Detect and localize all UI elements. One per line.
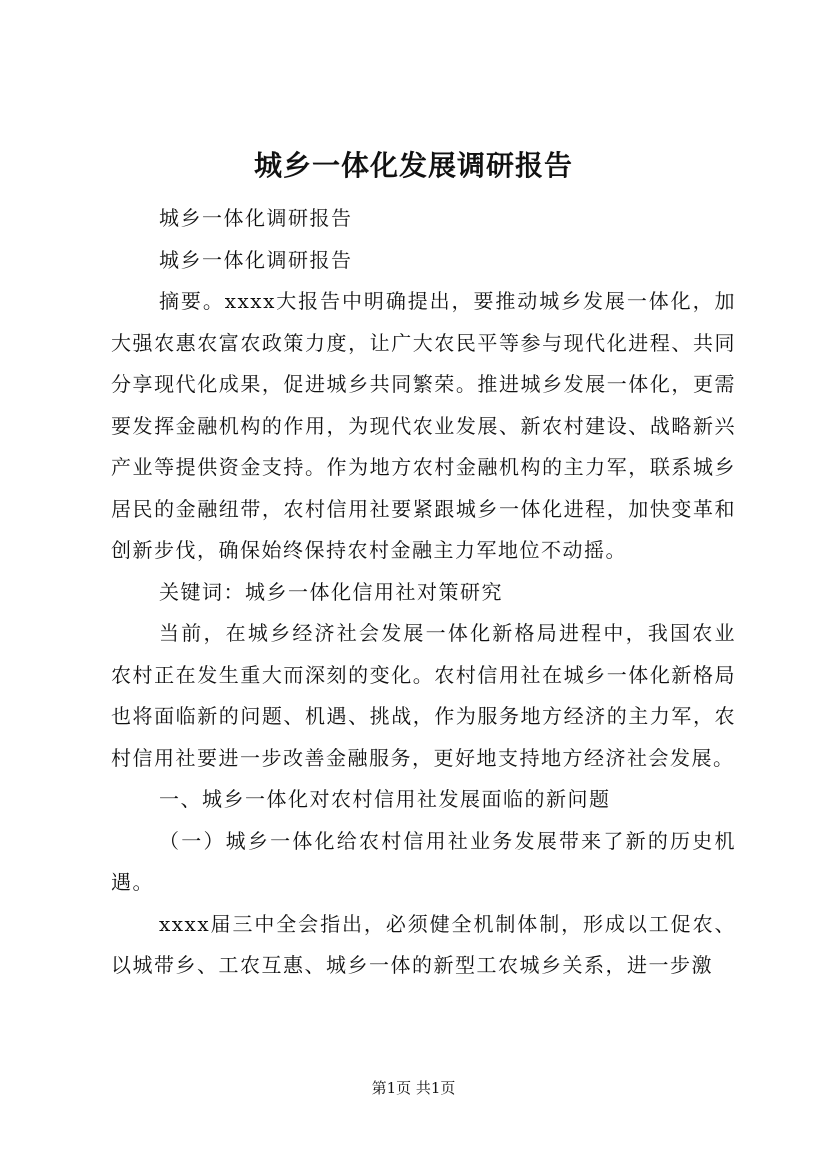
body-paragraph: 当前，在城乡经济社会发展一体化新格局进程中，我国农业农村正在发生重大而深刻的变化。农村信用社在城乡一体化新格局也将面临新的问题、机遇、挑战，作为服务地方经济的主力军，农村信用社要进一步改善金融服务，更好地支持地方经济社会发展。 [111, 621, 736, 770]
section-heading: 一、城乡一体化对农村信用社发展面临的新问题 [159, 787, 611, 811]
keywords-paragraph: 关键词：城乡一体化信用社对策研究 [159, 579, 503, 604]
document-title: 城乡一体化发展调研报告 [253, 149, 573, 182]
subtitle-paragraph: 城乡一体化调研报告 [159, 206, 353, 230]
subtitle-paragraph: 城乡一体化调研报告 [159, 247, 353, 272]
abstract-paragraph: 摘要。xxxx大报告中明确提出，要推动城乡发展一体化，加大强农惠农富农政策力度，让广大农民平等参与现代化进程、共同分享现代化成果，促进城乡共同繁荣。推进城乡发展一体化，更需要发挥金融机构的作用，为现代农业发展、新农村建设、战略新兴产业等提供资金支持。作为地方农村金融机构的主力军，联系城乡居民的金融纽带，农村信用社要紧跟城乡一体化进程，加快变革和创新步伐，确保始终保持农村金融主力军地位不动摇。 [111, 289, 736, 562]
subsection-heading: （一）城乡一体化给农村信用社业务发展带来了新的历史机遇。 [111, 828, 736, 894]
body-paragraph: xxxx届三中全会指出，必须健全机制体制，形成以工促农、以城带乡、工农互惠、城乡一体的新型工农城乡关系，进一步激 [111, 911, 736, 977]
document-body [111, 198, 736, 987]
page-footer: 第1页 共1页 [371, 1079, 456, 1097]
